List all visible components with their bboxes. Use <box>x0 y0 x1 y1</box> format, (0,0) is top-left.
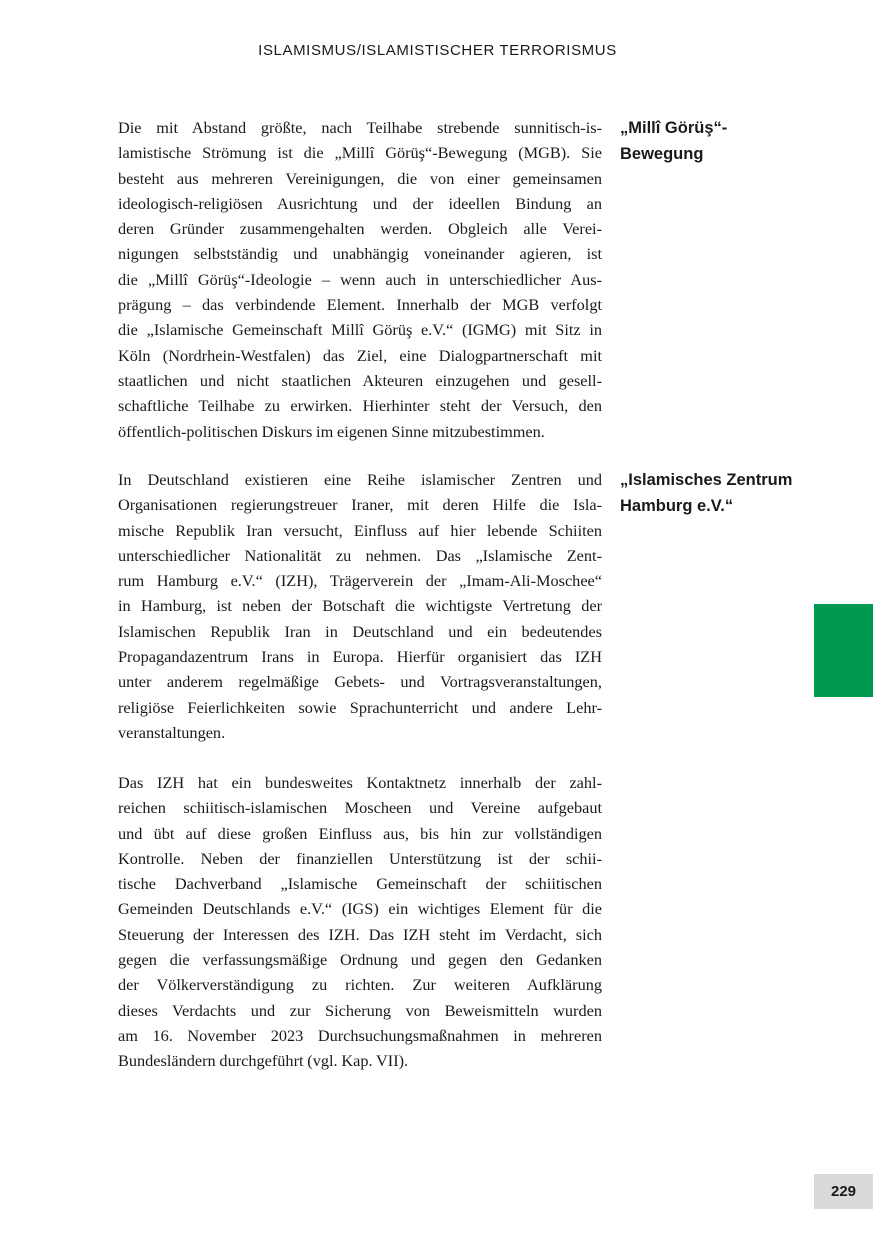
text-line: veranstaltungen. <box>118 722 226 742</box>
text-line: staatlichen und nicht staatlichen Akteuren einzugehen und gesell- <box>118 370 602 390</box>
text-line: reichen schiitisch-islamischen Moscheen und Vereine aufgebaut <box>118 798 602 818</box>
text-line: ideologisch-religiösen Ausrichtung und der ideellen Bindung an <box>118 193 602 213</box>
text-line: der Völkerverständigung zu richten. Zur weiteren Aufklärung <box>118 975 602 995</box>
running-head: ISLAMISMUS/ISLAMISTISCHER TERRORISMUS <box>258 42 617 59</box>
heading-line: „Millî Görüş“- <box>620 119 728 137</box>
text-line: Die mit Abstand größte, nach Teilhabe strebende sunnitisch-is- <box>118 118 602 137</box>
text-line: lamistische Strömung ist die „Millî Görüş“-Bewegung (MGB). Sie <box>118 143 602 163</box>
chapter-tab-marker <box>814 604 873 697</box>
text-line: rum Hamburg e.V.“ (IZH), Trägerverein der „Imam-Ali-Moschee“ <box>118 571 602 591</box>
paragraph-millî-görüş <box>118 115 602 444</box>
text-line: am 16. November 2023 Durchsuchungsmaßnahmen in mehreren <box>118 1025 602 1045</box>
text-line: in Hamburg, ist neben der Botschaft die wichtigste Vertretung der <box>118 596 602 616</box>
text-line: Das IZH hat ein bundesweites Kontaktnetz innerhalb der zahl- <box>118 773 602 792</box>
heading-line: „Islamisches Zentrum <box>620 471 793 489</box>
margin-heading-millî-görüş <box>620 115 810 167</box>
text-line: religiöse Feierlichkeiten sowie Sprachunterricht und andere Lehr- <box>118 697 602 717</box>
text-line: die „Islamische Gemeinschaft Millî Görüş e.V.“ (IGMG) mit Sitz in <box>118 320 602 340</box>
text-line: öffentlich-politischen Diskurs im eigenen Sinne mitzubestimmen. <box>118 421 545 441</box>
text-line: prägung – das verbindende Element. Innerhalb der MGB verfolgt <box>118 295 602 315</box>
text-line: Kontrolle. Neben der finanziellen Unterstützung ist der schii- <box>118 848 602 868</box>
text-line: Bundesländern durchgeführt (vgl. Kap. VII). <box>118 1051 409 1071</box>
text-line: dieses Verdachts und zur Sicherung von Beweismitteln wurden <box>118 1000 602 1020</box>
paragraph-izh-network <box>118 770 602 1074</box>
text-line: unter anderem regelmäßige Gebets- und Vortragsveranstaltungen, <box>118 672 602 692</box>
text-line: Organisationen regierungstreuer Iraner, mit deren Hilfe die Isla- <box>118 495 602 515</box>
heading-line: Hamburg e.V.“ <box>620 497 734 515</box>
text-line: und übt auf diese großen Einfluss aus, bis hin zur vollständigen <box>118 823 602 843</box>
text-line: mische Republik Iran versucht, Einfluss auf hier lebende Schiiten <box>118 520 602 540</box>
text-line: besteht aus mehreren Vereinigungen, die von einer gemeinsamen <box>118 168 602 188</box>
text-line: Köln (Nordrhein-Westfalen) das Ziel, eine Dialogpartnerschaft mit <box>118 345 602 365</box>
text-line: Islamischen Republik Iran in Deutschland und ein bedeutendes <box>118 621 602 641</box>
text-line: unterschiedlicher Nationalität zu nehmen. Das „Islamische Zent- <box>118 545 602 565</box>
text-line: Gemeinden Deutschlands e.V.“ (IGS) ein wichtiges Element für die <box>118 899 602 919</box>
text-line: Propagandazentrum Irans in Europa. Hierfür organisiert das IZH <box>118 647 602 667</box>
text-line: In Deutschland existieren eine Reihe islamischer Zentren und <box>118 470 602 489</box>
text-line: tische Dachverband „Islamische Gemeinschaft der schiitischen <box>118 874 602 894</box>
page-number: 229 <box>814 1174 873 1209</box>
text-line: schaftliche Teilhabe zu erwirken. Hierhinter steht der Versuch, den <box>118 396 602 416</box>
margin-heading-izh <box>620 467 810 519</box>
paragraph-izh-intro <box>118 467 602 745</box>
text-line: gegen die verfassungsmäßige Ordnung und gegen den Gedanken <box>118 950 602 970</box>
text-line: nigungen selbstständig und unabhängig voneinander agieren, ist <box>118 244 602 264</box>
heading-line: Bewegung <box>620 145 704 163</box>
text-line: deren Gründer zusammengehalten werden. Obgleich alle Verei- <box>118 219 602 239</box>
text-line: Steuerung der Interessen des IZH. Das IZH steht im Verdacht, sich <box>118 924 602 944</box>
text-line: die „Millî Görüş“-Ideologie – wenn auch in unterschiedlicher Aus- <box>118 269 602 289</box>
